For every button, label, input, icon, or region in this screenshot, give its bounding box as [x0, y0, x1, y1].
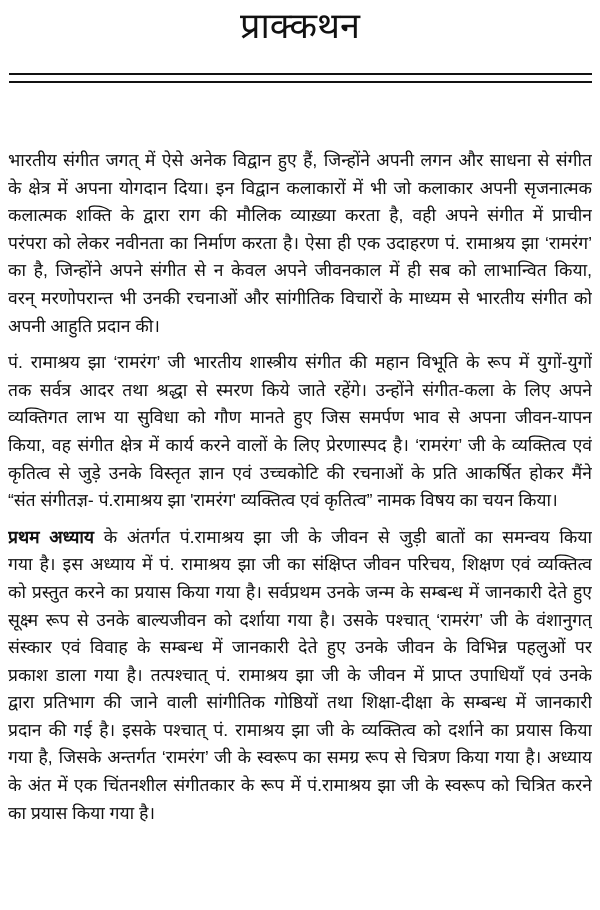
text-line: प्रदान की गई है। इसके पश्चात् पं. रामाश्रय झा जी के व्यक्तित्व को दर्शाने का प्रयास किया: [8, 719, 592, 740]
page-title: प्राक्कथन: [239, 5, 361, 46]
body-text: [8, 147, 592, 836]
text-line: अपनी आहुति प्रदान की।: [8, 315, 160, 336]
text-line: के अंत में एक चिंतनशील संगीतकार के रूप में पं.रामाश्रय झा जी के स्वरूप को चित्रित करने: [8, 775, 592, 796]
text-line: को प्रस्तुत करने का प्रयास किया गया है। सर्वप्रथम उनके जन्म के सम्बन्ध में जानकारी देते हुए: [8, 581, 592, 602]
text-line: प्रकाश डाला गया है। तत्पश्चात् पं. रामाश्रय झा जी के जीवन में प्राप्त उपाधियाँ एवं उनके: [8, 664, 592, 685]
text-line: गया है। इस अध्याय में पं. रामाश्रय झा जी का संक्षिप्त जीवन परिचय, शिक्षण एवं व्यक्तित्व: [8, 554, 592, 575]
text-line: [8, 524, 592, 552]
title-rule-top: [9, 73, 592, 75]
text-line: द्वारा प्रतिभाग की जाने वाली सांगीतिक गोष्ठियों तथा शिक्षा-दीक्षा के सम्बन्ध में जानकारी: [8, 692, 592, 713]
text-line: कृतित्व से जुड़े उनके विस्तृत ज्ञान एवं उच्चकोटि की रचनाओं के प्रति आकर्षित होकर मैंने: [8, 462, 592, 483]
title-rule-bottom: [9, 81, 592, 83]
text-line: व्यक्तिगत लाभ या सुविधा को गौण मानते हुए जिस समर्पण भाव से अपना जीवन-यापन: [8, 407, 592, 428]
text-line: का है, जिन्होंने अपने संगीत से न केवल अपने जीवनकाल में ही सब को लाभान्वित किया,: [8, 260, 592, 281]
chapter-heading-bold: प्रथम अध्याय: [8, 526, 95, 547]
text-line: गया है, जिसके अन्तर्गत ‘रामरंग’ जी के स्वरूप का समग्र रूप से चित्रण किया गया है। अध्याय: [8, 747, 592, 768]
paragraph-first-chapter: [8, 524, 592, 828]
text-line: पं. रामाश्रय झा ‘रामरंग’ जी भारतीय शास्त्रीय संगीत की महान विभूति के रूप में युगों-युगों: [8, 352, 592, 373]
text-line: किया, वह संगीत क्षेत्र में कार्य करने वालों के लिए प्रेरणास्पद है। ‘रामरंग’ जी के व्यक्तित्व एवं: [8, 434, 592, 455]
text-line: के क्षेत्र में अपना योगदान दिया। इन विद्वान कलाकारों में भी जो कलाकार अपनी सृजनात्मक: [8, 177, 592, 198]
text-line: परंपरा को लेकर नवीनता का निर्माण करता है। ऐसा ही एक उदाहरण पं. रामाश्रय झा ‘रामरंग’: [8, 232, 592, 253]
text-line: वरन् मरणोपरान्त भी उनकी रचनाओं और सांगीतिक विचारों के माध्यम से भारतीय संगीत को: [8, 287, 592, 308]
text-line: संस्कार एवं विवाह के सम्बन्ध में जानकारी देते हुए उनके जीवन के विभिन्न पहलुओं पर: [8, 637, 592, 658]
text-line: “संत संगीतज्ञ- पं.रामाश्रय झा 'रामरंग' व्यक्तित्व एवं कृतित्व” नामक विषय का चयन किया।: [8, 490, 558, 511]
text-line: तक सर्वत्र आदर तथा श्रद्धा से स्मरण किये जाते रहेंगे। उन्होंने संगीत-कला के लिए अपने: [8, 379, 592, 400]
text-line: भारतीय संगीत जगत् में ऐसे अनेक विद्वान हुए हैं, जिन्होंने अपनी लगन और साधना से संगीत: [8, 150, 592, 170]
text-span: के अंतर्गत पं.रामाश्रय झा जी के जीवन से जुड़ी बातों का समन्वय किया: [94, 526, 592, 547]
text-line: सूक्ष्म रूप से उनके बाल्यजीवन को दर्शाया गया है। उसके पश्चात् ‘रामरंग’ जी के वंशानुगत्: [8, 609, 592, 630]
paragraph-ramrang: [8, 349, 592, 515]
paragraph-intro: [8, 147, 592, 340]
text-line: कलात्मक शक्ति के द्वारा राग की मौलिक व्याख़्या करता है, वही अपने संगीत में प्राचीन: [8, 205, 592, 226]
text-line: का प्रयास किया गया है।: [8, 802, 156, 823]
